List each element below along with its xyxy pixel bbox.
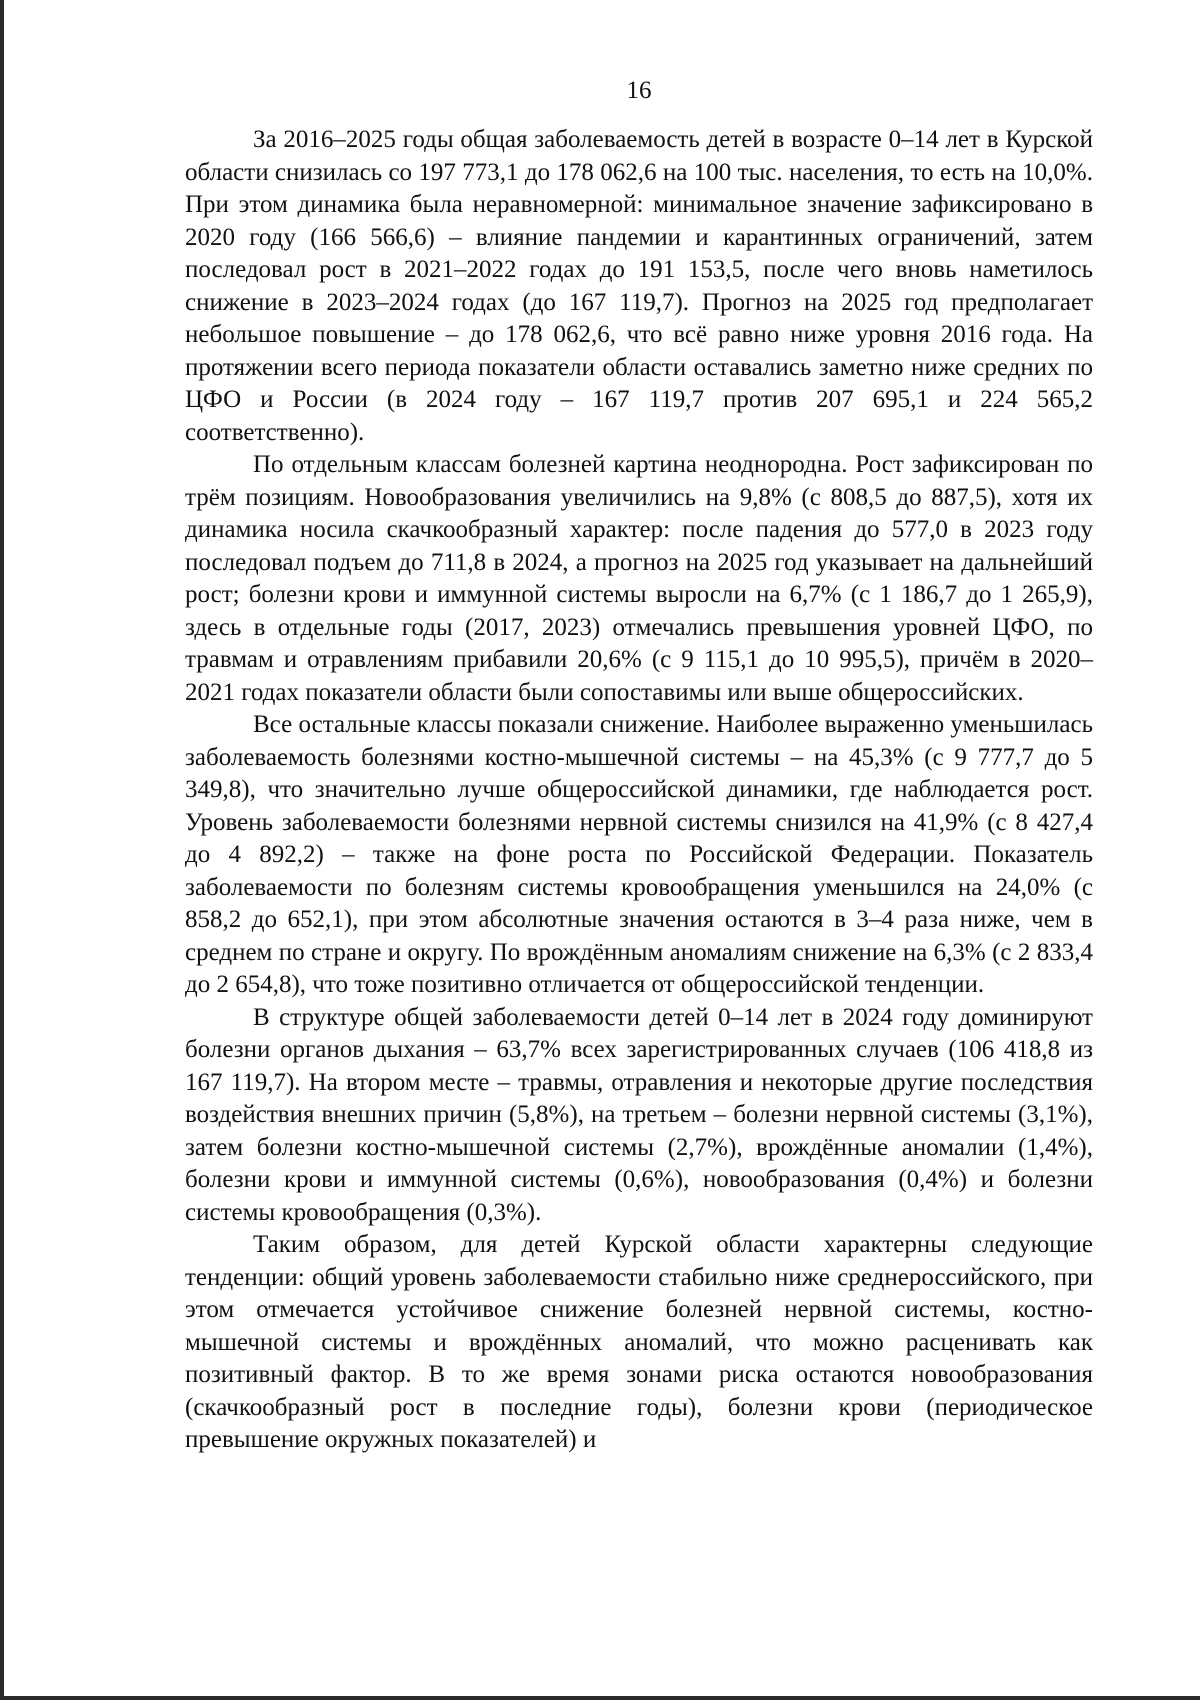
paragraph-disease-classes-decline: Все остальные классы показали снижение. Наиболее выраженно уменьшилась заболеваемость болезнями костно-мышечной системы – на 45,3% (с 9 777,7 до 5 349,8), что значительно лучше общероссийской динамики, где наблюдается рост. Уровень заболеваемости болезнями нервной системы снизился на 41,9% (с 8 427,4 до 4 892,2) – также на фоне роста по Российской Федерации. Показатель заболеваемости по болезням системы кровообращения уменьшился на 24,0% (с 858,2 до 652,1), при этом абсолютные значения остаются в 3–4 раза ниже, чем в среднем по стране и округу. По врождённым аномалиям снижение на 6,3% (с 2 833,4 до 2 654,8), что тоже позитивно отличается от общероссийской тенденции.	[185, 711, 1093, 998]
paragraph-disease-classes-growth: По отдельным классам болезней картина неоднородна. Рост зафиксирован по трём позициям. Новообразования увеличились на 9,8% (с 808,5 до 887,5), хотя их динамика носила скачкообразный характер: после падения до 577,0 в 2023 году последовал подъем до 711,8 в 2024, а прогноз на 2025 год указывает на дальнейший рост; болезни крови и иммунной системы выросли на 6,7% (с 1 186,7 до 1 265,9), здесь в отдельные годы (2017, 2023) отмечались превышения уровней ЦФО, по травмам и отравлениям прибавили 20,6% (с 9 115,1 до 10 995,5), причём в 2020–2021 годах показатели области были сопоставимы или выше общероссийских.	[185, 451, 1093, 706]
paragraph-conclusion: Таким образом, для детей Курской области характерны следующие тенденции: общий уровень заболеваемости стабильно ниже среднероссийского, при этом отмечается устойчивое снижение болезней нервной системы, костно-мышечной системы и врождённых аномалий, что можно расценивать как позитивный фактор. В то же время зонами риска остаются новообразования (скачкообразный рост в последние годы), болезни крови (периодическое превышение окружных показателей) и	[185, 1231, 1093, 1453]
paragraph-morbidity-structure: В структуре общей заболеваемости детей 0–14 лет в 2024 году доминируют болезни органов дыхания – 63,7% всех зарегистрированных случаев (106 418,8 из 167 119,7). На втором месте – травмы, отравления и некоторые другие последствия воздействия внешних причин (5,8%), на третьем – болезни нервной системы (3,1%), затем болезни костно-мышечной системы (2,7%), врождённые аномалии (1,4%), болезни крови и иммунной системы (0,6%), новообразования (0,4%) и болезни системы кровообращения (0,3%).	[185, 1003, 1093, 1226]
scan-border-bottom	[0, 1696, 1200, 1700]
scan-border-left	[0, 0, 4, 1700]
page-number: 16	[626, 77, 652, 104]
document-page	[185, 76, 1093, 1457]
paragraph-overall-morbidity: За 2016–2025 годы общая заболеваемость детей в возрасте 0–14 лет в Курской области снизилась со 197 773,1 до 178 062,6 на 100 тыс. населения, то есть на 10,0%. При этом динамика была неравномерной: минимальное значение зафиксировано в 2020 году (166 566,6) – влияние пандемии и карантинных ограничений, затем последовал рост в 2021–2022 годах до 191 153,5, после чего вновь наметилось снижение в 2023–2024 годах (до 167 119,7). Прогноз на 2025 год предполагает небольшое повышение – до 178 062,6, что всё равно ниже уровня 2016 года. На протяжении всего периода показатели области оставались заметно ниже средних по ЦФО и России (в 2024 году – 167 119,7 против 207 695,1 и 224 565,2 соответственно).	[185, 126, 1093, 446]
